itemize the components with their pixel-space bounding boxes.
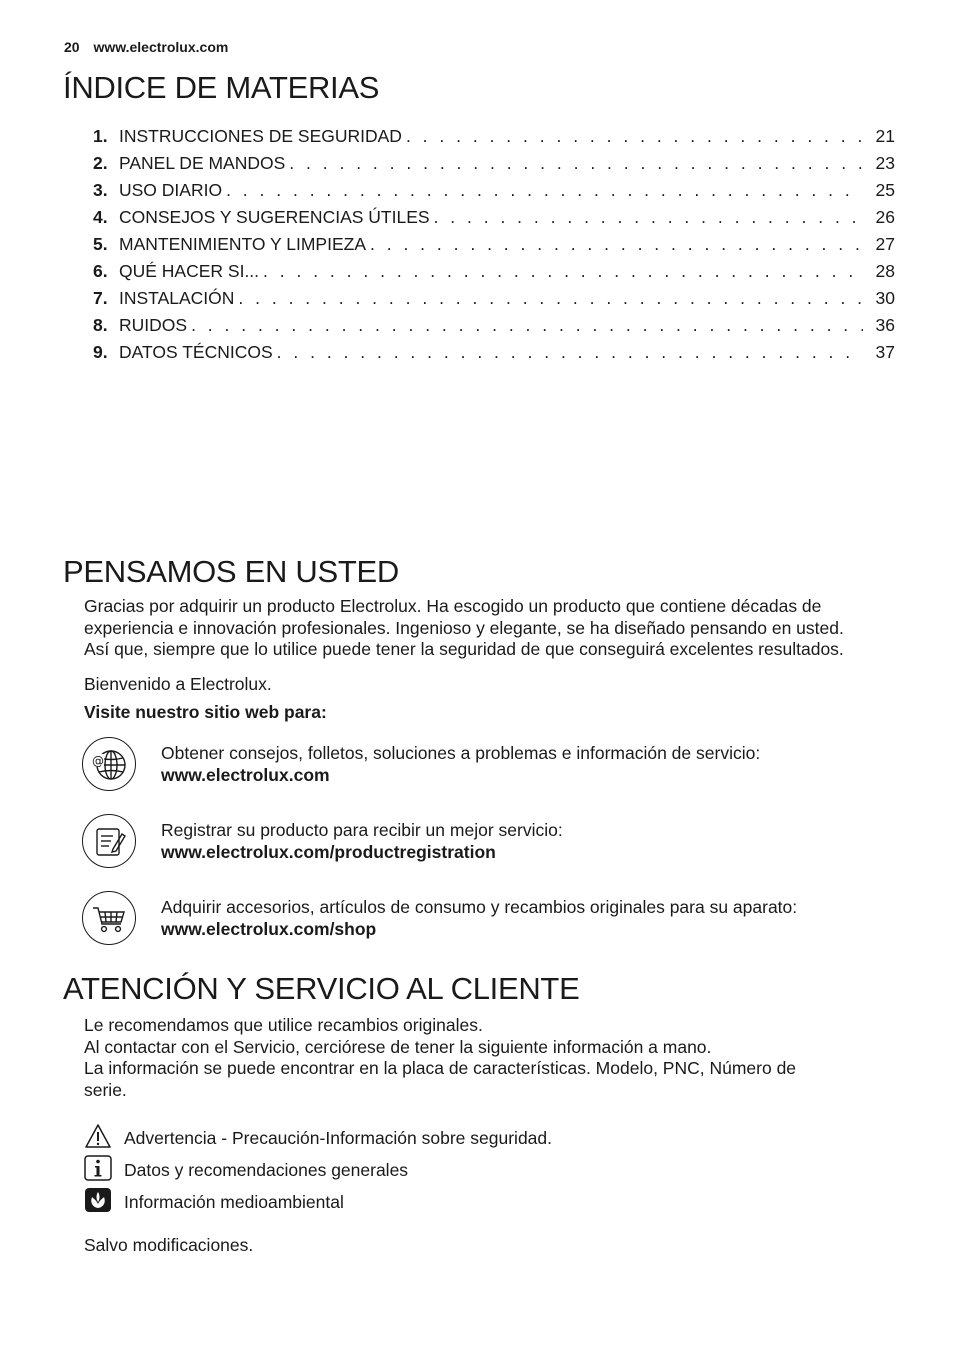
visit-item: Registrar su producto para recibir un mejor servicio: www.electrolux.com/productregistration (82, 814, 902, 874)
visit-item: @ Obtener consejos, folletos, soluciones a problemas e información de servicio: www.electrolux.com (82, 737, 902, 797)
toc-item-title: PANEL DE MANDOS (119, 153, 286, 173)
footer-note: Salvo modificaciones. (84, 1235, 254, 1255)
symbol-item: Advertencia - Precaución-Información sobre seguridad. (84, 1123, 784, 1151)
page-header (64, 39, 228, 55)
toc-item-title: INSTRUCCIONES DE SEGURIDAD (119, 126, 402, 146)
info-icon (84, 1155, 112, 1181)
symbol-item: Datos y recomendaciones generales (84, 1155, 784, 1183)
index-title: ÍNDICE DE MATERIAS (63, 70, 380, 105)
welcome-text: Bienvenido a Electrolux. (84, 674, 272, 694)
toc-item[interactable]: 2. PANEL DE MANDOS . . . 23 (93, 152, 895, 179)
toc-item[interactable]: 4. CONSEJOS Y SUGERENCIAS ÚTILES . . . 26 (93, 206, 895, 233)
toc-item[interactable]: 6. QUÉ HACER SI... . . . 28 (93, 260, 895, 287)
header-site-link[interactable]: www.electrolux.com (93, 39, 229, 55)
toc-item-page: 30 (875, 288, 895, 308)
shop-link[interactable]: www.electrolux.com/shop (161, 918, 377, 939)
toc-item[interactable]: 5. MANTENIMIENTO Y LIMPIEZA . . . 27 (93, 233, 895, 260)
toc-item-page: 37 (875, 342, 895, 362)
product-registration-link[interactable]: www.electrolux.com/productregistration (161, 841, 496, 862)
care-title: ATENCIÓN Y SERVICIO AL CLIENTE (63, 971, 580, 1006)
toc-item-title: DATOS TÉCNICOS (119, 342, 273, 362)
shopping-cart-icon (82, 891, 136, 945)
toc-item-title: QUÉ HACER SI... (119, 261, 260, 281)
care-paragraph: Le recomendamos que utilice recambios originales. Al contactar con el Servicio, cerciórese de tener la siguiente información a mano. La información se puede encontrar en la placa de características. Modelo, PNC, Número de serie. (84, 1015, 797, 1100)
environment-icon (84, 1187, 112, 1213)
toc-item-title: CONSEJOS Y SUGERENCIAS ÚTILES (119, 207, 430, 227)
symbol-item: Información medioambiental (84, 1187, 784, 1215)
toc-item-page: 25 (875, 180, 895, 200)
visit-item: Adquirir accesorios, artículos de consumo y recambios originales para su aparato: www.electrolux.com/shop (82, 891, 902, 951)
toc-item[interactable]: 7. INSTALACIÓN . . . 30 (93, 287, 895, 314)
toc-item-page: 28 (875, 261, 895, 281)
toc-item-page: 21 (875, 126, 895, 146)
toc-item-page: 36 (875, 315, 895, 335)
toc-item-page: 23 (875, 153, 895, 173)
warning-icon (84, 1123, 112, 1149)
visit-heading: Visite nuestro sitio web para: (84, 702, 327, 722)
page-number: 20 (64, 39, 80, 55)
intro-paragraph: Gracias por adquirir un producto Electrolux. Ha escogido un producto que contiene décadas de experiencia e innovación profesionales. Ingenioso y elegante, se ha diseñado pensando en usted. Así que, siempre que lo utilice puede tener la seguridad de que conseguirá excelentes resultados. (84, 596, 844, 659)
electrolux-link[interactable]: www.electrolux.com (161, 764, 330, 785)
toc-item[interactable]: 1. INSTRUCCIONES DE SEGURIDAD . . . 21 (93, 125, 895, 152)
toc-item-title: RUIDOS (119, 315, 188, 335)
toc-item-title: INSTALACIÓN (119, 288, 235, 308)
thinking-title: PENSAMOS EN USTED (63, 554, 399, 589)
toc-item-title: USO DIARIO (119, 180, 223, 200)
table-of-contents (93, 125, 895, 368)
toc-item[interactable]: 3. USO DIARIO . . . 25 (93, 179, 895, 206)
toc-item[interactable]: 8. RUIDOS . . . 36 (93, 314, 895, 341)
toc-item-page: 26 (875, 207, 895, 227)
globe-icon (82, 737, 136, 791)
svg-text:@: @ (92, 754, 104, 768)
registration-icon (82, 814, 136, 868)
toc-item[interactable]: 9. DATOS TÉCNICOS . . . 37 (93, 341, 895, 368)
toc-item-page: 27 (875, 234, 895, 254)
toc-item-title: MANTENIMIENTO Y LIMPIEZA (119, 234, 366, 254)
